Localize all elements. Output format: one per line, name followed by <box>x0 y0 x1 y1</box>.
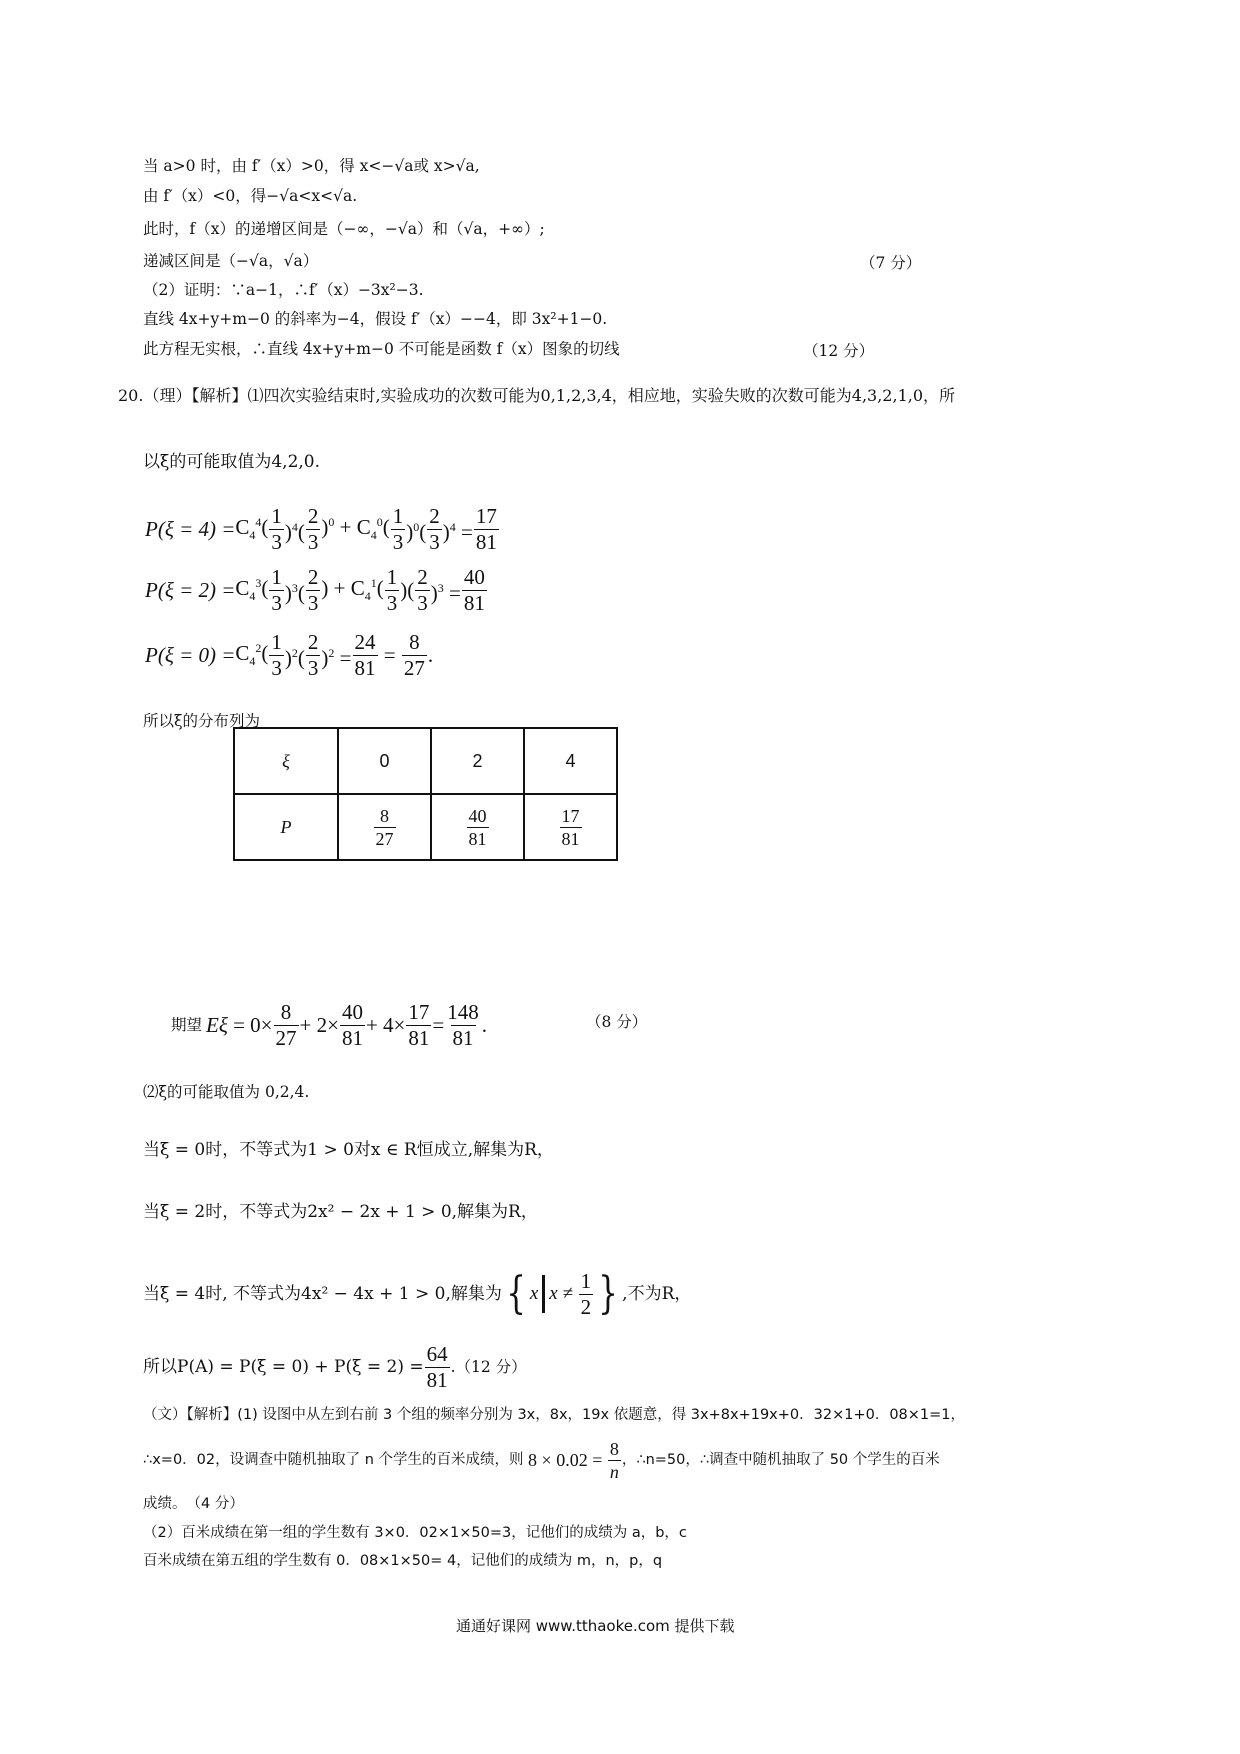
p-xi-4-formula: P(ξ = 4) = $C_4^4$( $\frac{1}{3}$ )$^4$( $\frac{2}{3}$ )$^0 + C_4^0$( $\frac{1}{3}$ )$^0$( $\frac{2}{3}$ )$^4$ = $\frac{17}{81}$ <box>145 503 497 554</box>
table-cell-prob-4 <box>524 794 617 860</box>
case-xi-4-tail: ,不为R， <box>622 1284 692 1304</box>
table-cell-prob-0 <box>338 794 431 860</box>
table-row-xi <box>234 728 617 794</box>
prob-2-num: 40 <box>468 805 487 826</box>
part2-intro: ⑵ξ的可能取值为 0,2,4. <box>143 1083 310 1101</box>
table-label-p: P <box>234 794 338 860</box>
p2-result-num: 40 <box>463 564 485 589</box>
p0-r1-num: 24 <box>354 629 376 654</box>
p4-result-den: 81 <box>475 529 497 554</box>
p-xi-2-lhs: P(ξ = 2) = <box>145 578 236 602</box>
p20-intro2: 以ξ的可能取值为4,2,0. <box>143 452 321 472</box>
table-header-4: 4 <box>524 728 617 794</box>
prob-0-den: 27 <box>375 828 394 849</box>
expectation-label: 期望 <box>171 1016 203 1034</box>
wen-line4: （2）百米成绩在第一组的学生数有 3×0．02×1×50=3，记他们的成绩为 a，b，c <box>143 1525 687 1541</box>
p-xi-4-lhs: P(ξ = 4) = <box>145 517 236 541</box>
pa-formula <box>143 1339 527 1395</box>
p-xi-0-lhs: P(ξ = 0) = <box>145 643 236 667</box>
p0-r2-num: 8 <box>409 629 420 654</box>
prob-4-num: 17 <box>561 805 580 826</box>
p-xi-2-formula: P(ξ = 2) = $C_4^3$( $\frac{1}{3}$ )$^3$( $\frac{2}{3}$ ) + $C_4^1$( $\frac{1}{3}$ )( $\frac{2}{3}$ )$^3$ = $\frac{40}{81}$ <box>145 564 485 615</box>
p4-result-num: 17 <box>475 503 497 528</box>
table-header-xi: ξ <box>234 728 338 794</box>
expectation-score: （8 分） <box>586 1013 648 1031</box>
table-cell-prob-2 <box>431 794 524 860</box>
footer-source: 通通好课网 www.tthaoke.com 提供下载 <box>456 1617 735 1635</box>
expectation-result-den: 81 <box>452 1025 474 1050</box>
case-xi-0: 当ξ = 0时，不等式为1 > 0对x ∈ R恒成立,解集为R， <box>143 1140 554 1160</box>
case-xi-4-text: 当ξ = 4时, 不等式为4x² − 4x + 1 > 0,解集为 <box>143 1284 502 1304</box>
p19-score-7: （7 分） <box>860 254 922 272</box>
p19-line5: （2）证明：∵a−1，∴f′（x）−3x²−3. <box>143 281 424 299</box>
wen-line2: ∴x=0．02，设调查中随机抽取了 n 个学生的百米成绩，则 8 × 0.02 = $\frac{8}{n}$ ，∴n=50，∴调查中随机抽取了 50 个学生的百米 <box>143 1438 940 1482</box>
p2-result-den: 81 <box>463 590 485 615</box>
table-row-p <box>234 794 617 860</box>
p0-r2-den: 27 <box>403 655 425 680</box>
pa-lhs: 所以P(A) = P(ξ = 0) + P(ξ = 2) = <box>143 1357 424 1377</box>
p19-line3: 此时，f（x）的递增区间是（−∞，−√a）和（√a，+∞）; <box>143 220 545 238</box>
table-header-2: 2 <box>431 728 524 794</box>
wen-line3: 成绩。 （4 分） <box>143 1496 244 1512</box>
pa-num: 64 <box>426 1341 448 1366</box>
table-header-0: 0 <box>338 728 431 794</box>
p0-r1-den: 81 <box>354 655 376 680</box>
p19-score-12: （12 分） <box>803 342 875 360</box>
wen-line1: （文）【解析】(1) 设图中从左到右前 3 个组的频率分别为 3x，8x，19x 依题意，得 3x+8x+19x+0．32×1+0．08×1=1， <box>143 1407 966 1423</box>
prob-4-den: 81 <box>561 828 580 849</box>
p19-line1: 当 a>0 时，由 f′（x）>0，得 x<−√a或 x>√a, <box>143 157 480 175</box>
wen-line2-b: ，∴n=50，∴调查中随机抽取了 50 个学生的百米 <box>621 1452 940 1468</box>
distribution-table <box>233 727 618 861</box>
prob-0-num: 8 <box>380 805 389 826</box>
case-xi-2: 当ξ = 2时，不等式为2x² − 2x + 1 > 0,解集为R， <box>143 1202 538 1222</box>
expectation-formula: 期望 Eξ = 0× $\frac{8}{27}$ + 2× $\frac{40}{81}$ + 4× $\frac{17}{81}$ = $\frac{148}{81}$ . <box>171 999 487 1050</box>
p19-line4: 递减区间是（−√a，√a） <box>143 252 319 270</box>
dist-label: 所以ξ的分布列为 <box>143 712 261 730</box>
wen-line5: 百米成绩在第五组的学生数有 0．08×1×50= 4，记他们的成绩为 m，n，p，q <box>143 1553 663 1569</box>
pa-den: 81 <box>426 1367 448 1392</box>
p19-line7: 此方程无实根，∴直线 4x+y+m−0 不可能是函数 f（x）图象的切线 <box>143 340 620 358</box>
p-xi-0-formula: P(ξ = 0) = $C_4^2$( $\frac{1}{3}$ )$^2$( $\frac{2}{3}$ )$^2$ = $\frac{24}{81}$ = $\frac{8}{27}$ . <box>145 629 434 680</box>
prob-2-den: 81 <box>468 828 487 849</box>
pa-score: .（12 分） <box>450 1358 527 1376</box>
p20-intro: 20.（理）【解析】⑴四次实验结束时,实验成功的次数可能为0,1,2,3,4，相应地，实验失败的次数可能为4,3,2,1,0，所 <box>118 386 956 405</box>
p19-line6: 直线 4x+y+m−0 的斜率为−4，假设 f′（x）−−4，即 3x²+1−0. <box>143 310 608 328</box>
expectation-result-num: 148 <box>447 999 479 1024</box>
p19-line2: 由 f′（x）<0，得−√a<x<√a. <box>143 187 358 205</box>
wen-line2-a: ∴x=0．02，设调查中随机抽取了 n 个学生的百米成绩，则 <box>143 1452 524 1468</box>
case-xi-4: 当ξ = 4时, 不等式为4x² − 4x + 1 > 0,解集为 { x x ≠ $\frac{1}{2}$ } ,不为R， <box>143 1268 692 1319</box>
